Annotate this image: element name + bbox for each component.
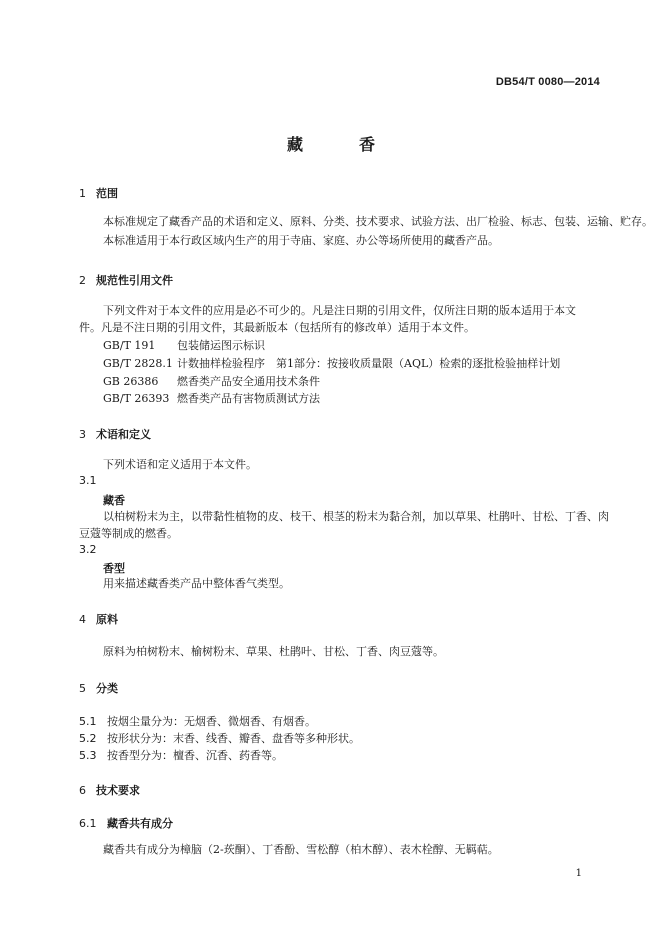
section-number: 5 — [79, 682, 86, 695]
materials-paragraph: 原料为柏树粉末、榆树粉末、草果、杜鹃叶、甘松、丁香、肉豆蔻等。 — [103, 645, 444, 658]
section-number: 4 — [79, 613, 86, 626]
section-5-heading — [79, 680, 118, 696]
terms-intro: 下列术语和定义适用于本文件。 — [103, 458, 257, 471]
section-title: 分类 — [96, 682, 118, 695]
item-text: 按形状分为：末香、线香、瓣香、盘香等多种形状。 — [107, 732, 360, 745]
subsection-6-1-heading — [79, 815, 173, 831]
references-intro-line-2: 件。凡是不注日期的引用文件，其最新版本（包括所有的修改单）适用于本文件。 — [79, 321, 475, 334]
scope-paragraph-2: 本标准适用于本行政区域内生产的用于寺庙、家庭、办公等场所使用的藏香产品。 — [103, 234, 499, 247]
reference-item — [79, 374, 599, 390]
item-number: 5.2 — [79, 732, 97, 745]
section-number: 6 — [79, 784, 86, 797]
term-definition: 用来描述藏香类产品中整体香气类型。 — [103, 577, 290, 590]
section-title: 规范性引用文件 — [96, 274, 173, 287]
item-number: 5.3 — [79, 749, 97, 762]
reference-code: GB/T 2828.1 — [103, 357, 173, 370]
term-number: 3.2 — [79, 543, 97, 556]
term-definition-line-2: 豆蔻等制成的燃香。 — [79, 527, 178, 540]
section-3-heading — [79, 426, 151, 442]
section-title: 原料 — [96, 613, 118, 626]
reference-item — [79, 391, 599, 407]
reference-code: GB 26386 — [103, 375, 159, 388]
item-text: 按香型分为：檀香、沉香、药香等。 — [107, 749, 283, 762]
reference-name: 包装储运图示标识 — [177, 339, 265, 352]
section-number: 3 — [79, 428, 86, 441]
reference-code: GB/T 191 — [103, 339, 156, 352]
classification-item — [79, 730, 360, 746]
term-definition-line-1: 以柏树粉末为主，以带黏性植物的皮、枝干、根茎的粉末为黏合剂，加以草果、杜鹃叶、甘松、丁香、肉 — [103, 510, 609, 523]
scope-paragraph-1: 本标准规定了藏香产品的术语和定义、原料、分类、技术要求、试验方法、出厂检验、标志、包装、运输、贮存。 — [103, 215, 653, 228]
term-name: 香型 — [103, 562, 125, 575]
section-1-heading — [79, 185, 118, 201]
references-intro-line-1: 下列文件对于本文件的应用是必不可少的。凡是注日期的引用文件，仅所注日期的版本适用于本文 — [103, 304, 576, 317]
section-4-heading — [79, 611, 118, 627]
section-title: 范围 — [96, 187, 118, 200]
reference-name: 燃香类产品有害物质测试方法 — [177, 392, 320, 405]
components-paragraph: 藏香共有成分为樟脑（2-莰酮）、丁香酚、雪松醇（柏木醇）、表木栓醇、无羁萜。 — [103, 843, 499, 856]
document-title: 藏香 — [286, 135, 431, 154]
section-2-heading — [79, 272, 173, 288]
reference-code: GB/T 26393 — [103, 392, 170, 405]
reference-item — [79, 338, 599, 354]
section-number: 1 — [79, 187, 86, 200]
classification-item — [79, 747, 283, 763]
section-6-heading — [79, 782, 140, 798]
subsection-title: 藏香共有成分 — [107, 817, 173, 830]
section-title: 技术要求 — [96, 784, 140, 797]
reference-name: 燃香类产品安全通用技术条件 — [177, 375, 320, 388]
term-name: 藏香 — [103, 494, 125, 507]
section-title: 术语和定义 — [96, 428, 151, 441]
item-text: 按烟尘量分为：无烟香、微烟香、有烟香。 — [107, 715, 316, 728]
item-number: 5.1 — [79, 715, 97, 728]
reference-item — [79, 356, 599, 372]
standard-code: DB54/T 0080—2014 — [495, 76, 600, 88]
classification-item — [79, 713, 316, 729]
subsection-number: 6.1 — [79, 817, 97, 830]
reference-name: 计数抽样检验程序 第1部分：按接收质量限（AQL）检索的逐批检验抽样计划 — [177, 357, 561, 370]
term-number: 3.1 — [79, 474, 97, 487]
section-number: 2 — [79, 274, 86, 287]
page-number: 1 — [575, 868, 582, 879]
